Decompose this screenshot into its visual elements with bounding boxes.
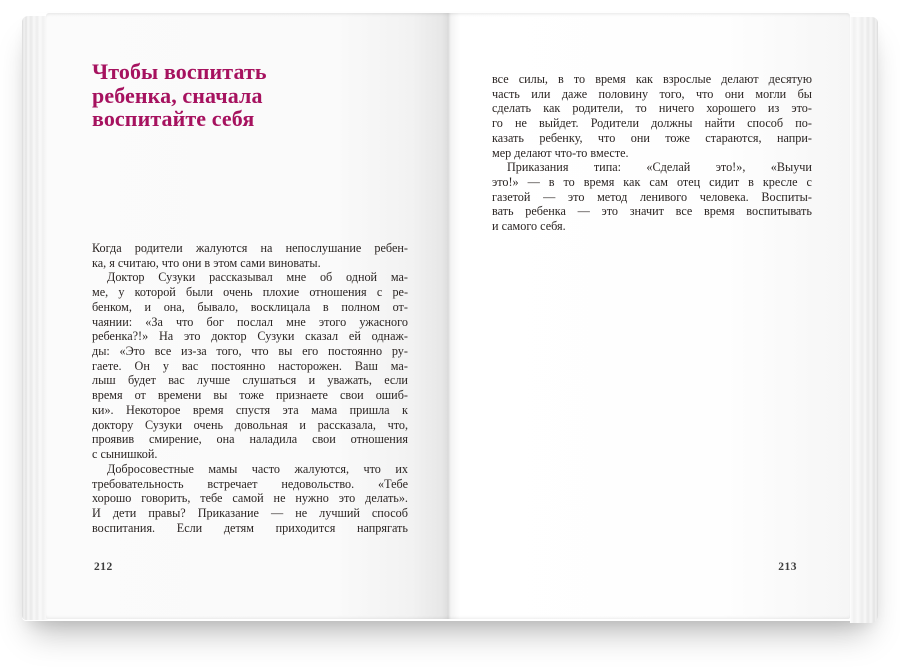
text-line: проявив смирение, она наладила свои отношения	[92, 432, 408, 447]
text-line: чаянии: «За что бог послал мне этого ужасного	[92, 314, 408, 329]
text-line: Приказания типа: «Сделай это!», «Выучи	[507, 160, 812, 175]
text-line: Когда родители жалуются на непослушание ребен-	[92, 241, 408, 255]
chapter-title-line: ребенка, сначала	[92, 82, 263, 108]
text-line: ки». Некоторое время спустя эта мама пришла к	[92, 402, 408, 417]
text-line: и самого себя.	[492, 219, 566, 234]
text-line: все силы, в то время как взрослые делают десятую	[492, 72, 812, 86]
chapter-title-line: воспитайте себя	[92, 106, 255, 132]
text-line: мер делают что-то вместе.	[492, 145, 629, 160]
text-line: ды: «Это все из-за того, что вы его постоянно ру-	[92, 344, 408, 359]
text-line: гаете. Он у вас постоянно насторожен. Ваш ма-	[92, 358, 408, 373]
right-page-number: 213	[778, 561, 797, 573]
paragraph	[92, 270, 408, 461]
page-stack-right-edge	[850, 17, 878, 623]
text-line: ребенка?!» На это доктор Сузуки сказал ей однаж-	[92, 329, 408, 344]
chapter-title	[92, 60, 422, 131]
right-page-body-text	[492, 72, 812, 234]
text-line: вать ребенка — это значит все время воспитывать	[492, 204, 812, 219]
text-line: с сынишкой.	[92, 447, 158, 462]
left-page	[46, 13, 448, 619]
text-line: доктору Сузуки очень довольная и рассказала, что,	[92, 417, 408, 432]
text-line: бенком, и она, бывало, восклицала в полном от-	[92, 299, 408, 314]
text-line: время от времени вы тоже признаете свои ошиб-	[92, 388, 408, 403]
text-line: го не выйдет. Родители должны найти способ по-	[492, 116, 812, 131]
text-line: ме, у которой были очень плохие отношения с ре-	[92, 285, 408, 300]
left-page-body-text	[92, 241, 408, 535]
paragraph	[92, 241, 408, 270]
paragraph	[92, 462, 408, 536]
text-line: Добросовестные мамы часто жалуются, что их	[107, 461, 408, 476]
right-page	[448, 13, 850, 619]
text-line: Доктор Сузуки рассказывал мне об одной ма-	[107, 270, 408, 285]
text-line: газетой — это метод ленивого человека. Воспиты-	[492, 189, 812, 204]
text-line: И дети правы? Приказание — не лучший способ	[92, 505, 408, 520]
text-line: сделать как родители, то ничего хорошего из это-	[492, 101, 812, 116]
left-page-number: 212	[94, 561, 113, 573]
text-line: лыш будет вас лучше слушаться и уважать, если	[92, 373, 408, 388]
chapter-title-line: Чтобы воспитать	[92, 59, 267, 84]
paragraph	[492, 160, 812, 234]
text-line: ка, я считаю, что они в этом сами виноваты.	[92, 255, 321, 270]
text-line: казать ребенку, что они тоже стараются, напри-	[492, 130, 812, 145]
text-line: воспитания. Если детям приходится напрягать	[92, 520, 408, 535]
text-line: требовательность встречает недовольство. «Тебе	[92, 476, 408, 491]
open-book	[22, 13, 878, 621]
text-line: хорошо говорить, тебе самой не нужно это делать».	[92, 491, 408, 506]
text-line: это!» — в то время как сам отец сидит в кресле с	[492, 175, 812, 190]
text-line: часть или даже половину того, что они могли бы	[492, 86, 812, 101]
page-stack-left-edge	[22, 16, 48, 620]
paragraph	[492, 72, 812, 160]
